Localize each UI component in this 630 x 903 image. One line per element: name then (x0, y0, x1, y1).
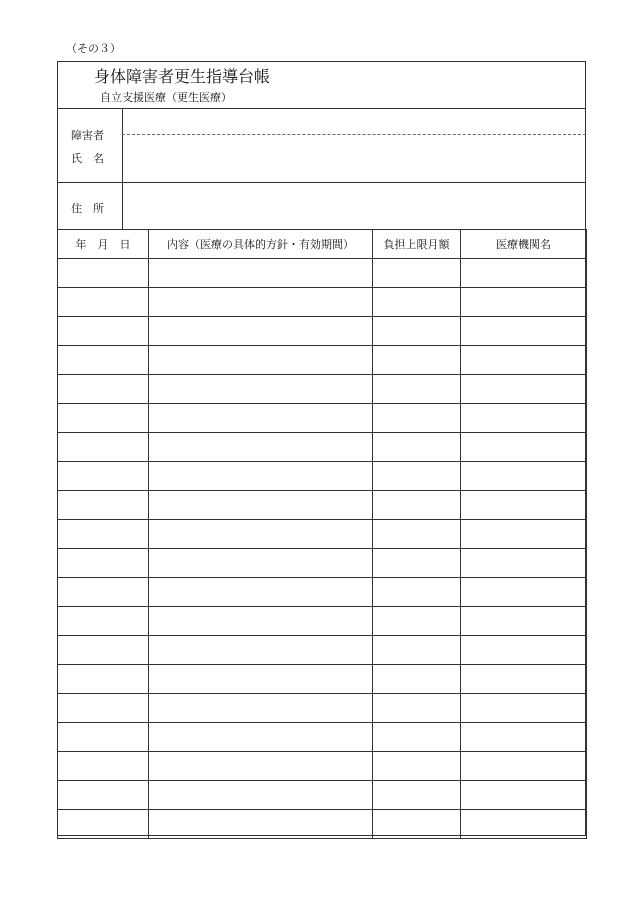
table-row (58, 491, 587, 520)
content-cell[interactable] (149, 288, 373, 317)
institution-cell[interactable] (461, 665, 587, 694)
name-label-disabled-person: 障害者 (71, 129, 104, 142)
monthly-limit-cell[interactable] (373, 346, 461, 375)
table-row (58, 607, 587, 636)
header-monthly-limit: 負担上限月額 (373, 230, 461, 259)
address-label: 住 所 (71, 202, 104, 215)
table-row (58, 288, 587, 317)
table-row (58, 462, 587, 491)
monthly-limit-cell[interactable] (373, 404, 461, 433)
divider (57, 108, 586, 109)
content-cell[interactable] (149, 694, 373, 723)
date-cell[interactable] (58, 433, 149, 462)
date-cell[interactable] (58, 636, 149, 665)
institution-cell[interactable] (461, 549, 587, 578)
institution-cell[interactable] (461, 288, 587, 317)
institution-cell[interactable] (461, 781, 587, 810)
name-field[interactable] (123, 135, 586, 182)
content-cell[interactable] (149, 404, 373, 433)
institution-cell[interactable] (461, 317, 587, 346)
monthly-limit-cell[interactable] (373, 723, 461, 752)
content-cell[interactable] (149, 752, 373, 781)
monthly-limit-cell[interactable] (373, 636, 461, 665)
monthly-limit-cell[interactable] (373, 549, 461, 578)
content-cell[interactable] (149, 549, 373, 578)
content-cell[interactable] (149, 607, 373, 636)
date-cell[interactable] (58, 404, 149, 433)
header-date: 年 月 日 (58, 230, 149, 259)
institution-cell[interactable] (461, 404, 587, 433)
monthly-limit-cell[interactable] (373, 462, 461, 491)
address-field[interactable] (123, 183, 586, 229)
monthly-limit-cell[interactable] (373, 317, 461, 346)
content-cell[interactable] (149, 520, 373, 549)
table-row (58, 317, 587, 346)
institution-cell[interactable] (461, 491, 587, 520)
content-cell[interactable] (149, 259, 373, 288)
monthly-limit-cell[interactable] (373, 375, 461, 404)
record-table (57, 229, 587, 839)
table-header-row (58, 230, 587, 259)
monthly-limit-cell[interactable] (373, 781, 461, 810)
date-cell[interactable] (58, 607, 149, 636)
date-cell[interactable] (58, 549, 149, 578)
institution-cell[interactable] (461, 520, 587, 549)
institution-cell[interactable] (461, 259, 587, 288)
monthly-limit-cell[interactable] (373, 752, 461, 781)
form-title: 身体障害者更生指導台帳 (94, 67, 271, 86)
institution-cell[interactable] (461, 375, 587, 404)
date-cell[interactable] (58, 665, 149, 694)
content-cell[interactable] (149, 462, 373, 491)
institution-cell[interactable] (461, 723, 587, 752)
content-cell[interactable] (149, 723, 373, 752)
table-row (58, 404, 587, 433)
table-row (58, 259, 587, 288)
header-content: 内容（医療の具体的方針・有効期間） (149, 230, 373, 259)
form-number-note: （その３） (66, 42, 121, 55)
content-cell[interactable] (149, 375, 373, 404)
institution-cell[interactable] (461, 636, 587, 665)
content-cell[interactable] (149, 491, 373, 520)
table-row (58, 665, 587, 694)
monthly-limit-cell[interactable] (373, 520, 461, 549)
date-cell[interactable] (58, 375, 149, 404)
table-row (58, 723, 587, 752)
monthly-limit-cell[interactable] (373, 491, 461, 520)
table-row (58, 752, 587, 781)
table-body (58, 259, 587, 839)
table-row (58, 520, 587, 549)
content-cell[interactable] (149, 578, 373, 607)
header-institution: 医療機関名 (461, 230, 587, 259)
table-row (58, 781, 587, 810)
date-cell[interactable] (58, 491, 149, 520)
monthly-limit-cell[interactable] (373, 607, 461, 636)
date-cell[interactable] (58, 781, 149, 810)
date-cell[interactable] (58, 723, 149, 752)
institution-cell[interactable] (461, 752, 587, 781)
date-cell[interactable] (58, 752, 149, 781)
institution-cell[interactable] (461, 433, 587, 462)
monthly-limit-cell[interactable] (373, 578, 461, 607)
monthly-limit-cell[interactable] (373, 810, 461, 839)
table-row (58, 694, 587, 723)
institution-cell[interactable] (461, 346, 587, 375)
content-cell[interactable] (149, 665, 373, 694)
date-cell[interactable] (58, 317, 149, 346)
institution-cell[interactable] (461, 810, 587, 839)
date-cell[interactable] (58, 288, 149, 317)
institution-cell[interactable] (461, 694, 587, 723)
institution-cell[interactable] (461, 578, 587, 607)
table-row (58, 375, 587, 404)
monthly-limit-cell[interactable] (373, 665, 461, 694)
institution-cell[interactable] (461, 462, 587, 491)
table-row (58, 549, 587, 578)
date-cell[interactable] (58, 694, 149, 723)
content-cell[interactable] (149, 636, 373, 665)
content-cell[interactable] (149, 317, 373, 346)
table-row (58, 810, 587, 839)
date-cell[interactable] (58, 520, 149, 549)
date-cell[interactable] (58, 578, 149, 607)
date-cell[interactable] (58, 259, 149, 288)
table-row (58, 636, 587, 665)
table-row (58, 346, 587, 375)
content-cell[interactable] (149, 810, 373, 839)
content-cell[interactable] (149, 781, 373, 810)
monthly-limit-cell[interactable] (373, 259, 461, 288)
institution-cell[interactable] (461, 607, 587, 636)
monthly-limit-cell[interactable] (373, 288, 461, 317)
form-subtitle: 自立支援医療（更生医療） (100, 91, 232, 104)
table-row (58, 578, 587, 607)
date-cell[interactable] (58, 810, 149, 839)
name-label: 氏 名 (71, 152, 104, 165)
date-cell[interactable] (58, 346, 149, 375)
content-cell[interactable] (149, 346, 373, 375)
monthly-limit-cell[interactable] (373, 694, 461, 723)
date-cell[interactable] (58, 462, 149, 491)
content-cell[interactable] (149, 433, 373, 462)
monthly-limit-cell[interactable] (373, 433, 461, 462)
table-row (58, 433, 587, 462)
